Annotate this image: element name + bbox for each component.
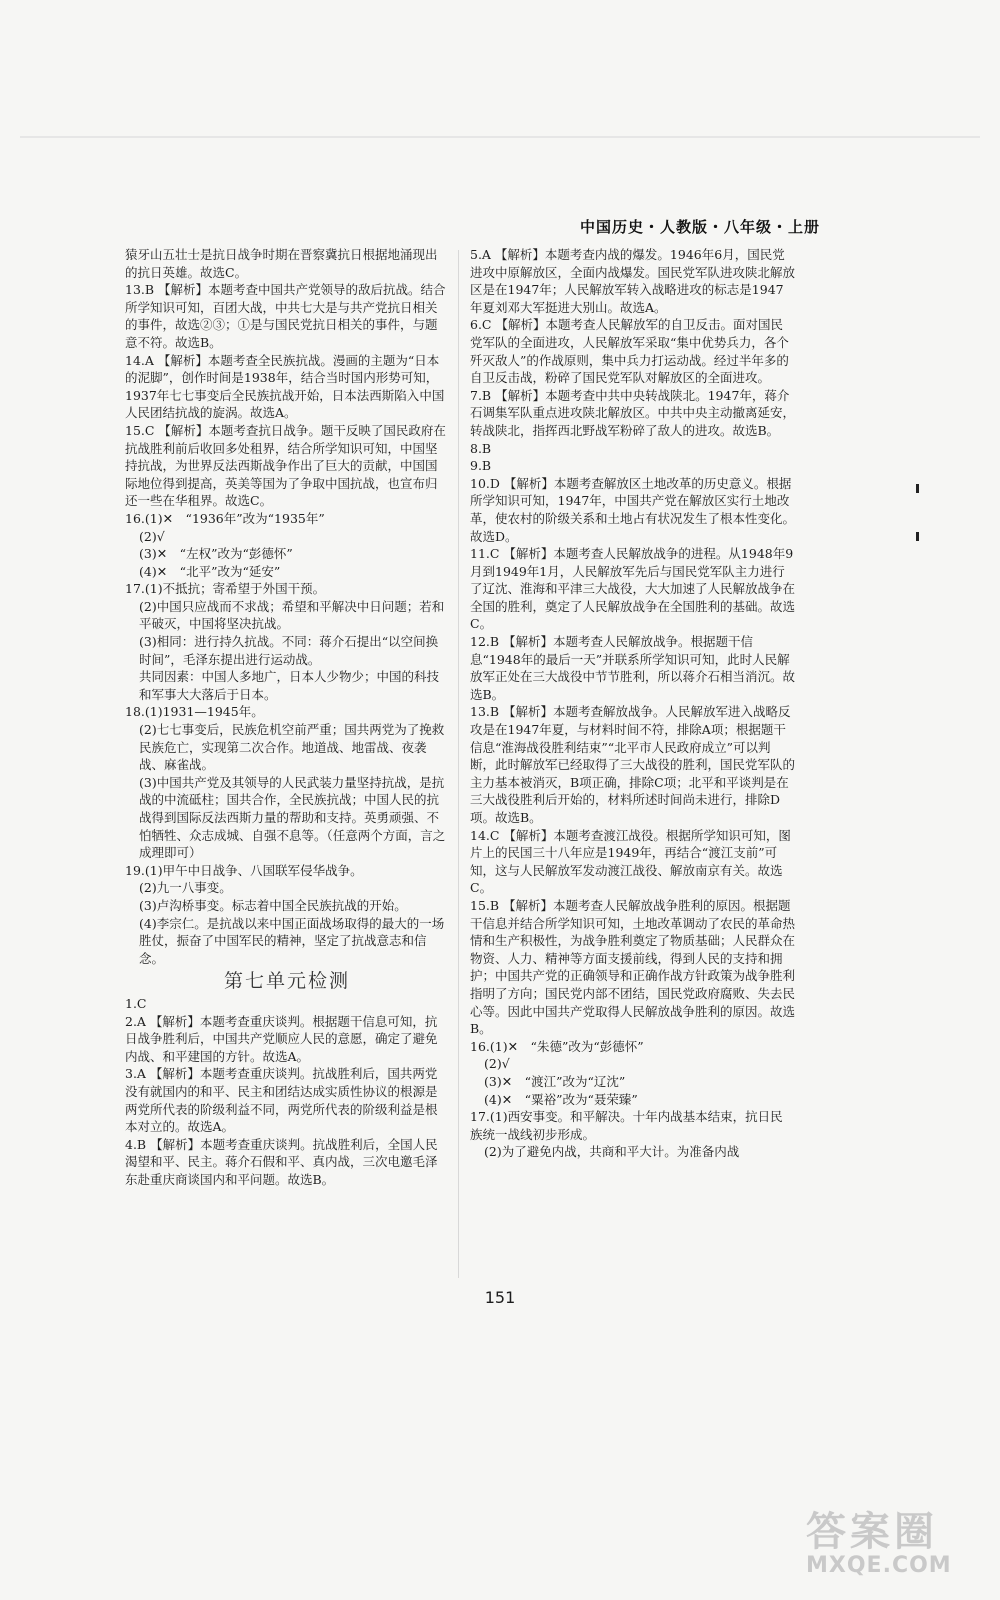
answer-item: 8.B (470, 440, 492, 456)
answer-item: 17.(1)西安事变。和平解决。十年内战基本结束，抗日民族统一战线初步形成。 (470, 1109, 783, 1142)
answer-item: 2.A 【解析】本题考查重庆谈判。根据题干信息可知，抗日战争胜利后，中国共产党顺应人民的意愿，确定了避免内战、和平建国的方针。故选A。 (125, 1013, 438, 1064)
answer-subitem: (4)李宗仁。是抗战以来中国正面战场取得的最大的一场胜仗，振奋了中国军民的精神，坚定了抗战意志和信念。 (139, 915, 445, 966)
scan-mark (916, 532, 919, 541)
answer-item: 15.B 【解析】本题考查人民解放战争胜利的原因。根据题干信息并结合所学知识可知，土地改革调动了农民的革命热情和生产积极性，为战争胜利奠定了物质基础；人民群众在物资、人力、精神等方面支援前线，得到人民的支持和拥护；中国共产党的正确领导和正确作战方针政策为战争胜利指明了方向；国民党内部不团结，国民党政府腐败、失去民心等。因此中国共产党取得人民解放战争胜利的原因。故选B。 (470, 897, 796, 1037)
answer-item: 1.C (125, 995, 147, 1011)
answer-item: 11.C 【解析】本题考查人民解放战争的进程。从1948年9月到1949年1月，人民解放军先后与国民党军队主力进行了辽沈、淮海和平津三大战役，大大加速了人民解放战争在全国的胜利，奠定了人民解放战争在全国胜利的基础。故选C。 (470, 546, 796, 632)
watermark-url: MXQE.COM (806, 1553, 952, 1578)
answer-item: 10.D 【解析】本题考查解放区土地改革的历史意义。根据所学知识可知，1947年，中国共产党在解放区实行土地改革，使农村的阶级关系和土地占有状况发生了根本性变化。故选D。 (470, 475, 796, 544)
scan-artifact-line (20, 136, 980, 138)
watermark-logo (806, 1500, 952, 1578)
answer-subitem: (2)中国只应战而不求战；希望和平解决中日问题；若和平破灭，中国将坚决抗战。 (139, 598, 445, 632)
scan-mark (916, 484, 919, 493)
answer-item: 14.C 【解析】本题考查渡江战役。根据所学知识可知，图片上的民国三十八年应是1949年，再结合“渡江支前”可知，这与人民解放军发动渡江战役、解放南京有关。故选C。 (470, 827, 791, 896)
answer-item: 17.(1)不抵抗；寄希望于外国干预。 (125, 581, 326, 597)
column-divider (458, 250, 459, 1278)
answer-item: 4.B 【解析】本题考查重庆谈判。抗战胜利后，全国人民渴望和平、民主。蒋介石假和平、真内战，三次电邀毛泽东赴重庆商谈国内和平问题。故选B。 (125, 1136, 438, 1187)
answer-subitem: 共同因素：中国人多地广，日本人少物少；中国的科技和军事大大落后于日本。 (139, 669, 440, 702)
answer-subitem: (3)中国共产党及其领导的人民武装力量坚持抗战，是抗战的中流砥柱；国共合作，全民族抗战；中国人民的抗战得到国际反法西斯力量的帮助和支持。英勇顽强、不怕牺牲、众志成城、自强不息等。（任意两个方面，言之成理即可） (139, 774, 446, 861)
answer-subitem: (2)七七事变后，民族危机空前严重；国共两党为了挽救民族危亡，实现第二次合作。地道战、地雷战、夜袭战、麻雀战。 (139, 722, 445, 773)
answer-item: 3.A 【解析】本题考查重庆谈判。抗战胜利后，国共两党没有就国内的和平、民主和团结达成实质性协议的根源是两党所代表的阶级利益不同，两党所代表的阶级利益是根本对立的。故选A。 (125, 1066, 438, 1135)
answer-subitem: (2)√ (484, 1056, 510, 1072)
section-title: 第七单元检测 (223, 970, 350, 993)
answer-item: 16.(1)✕ “朱德”改为“彭德怀” (470, 1038, 644, 1054)
answer-item: 18.(1)1931—1945年。 (125, 704, 264, 720)
answer-item: 19.(1)甲午中日战争、八国联军侵华战争。 (125, 862, 363, 878)
answer-item: 6.C 【解析】本题考查人民解放军的自卫反击。面对国民党军队的全面进攻，人民解放军采取“集中优势兵力，各个歼灭敌人”的作战原则，集中兵力打运动战。经过半年多的自卫反击战，粉碎了国民党军队对解放区的全面进攻。 (470, 317, 789, 386)
answer-subitem: (4)✕ “粟裕”改为“聂荣臻” (484, 1091, 638, 1107)
answer-subitem: (2)√ (139, 528, 165, 544)
answer-subitem: (3)卢沟桥事变。标志着中国全民族抗战的开始。 (139, 897, 407, 913)
answer-item: 7.B 【解析】本题考查中共中央转战陕北。1947年，蒋介石调集军队重点进攻陕北解放区。中共中央主动撤离延安，转战陕北，指挥西北野战军粉碎了敌人的进攻。故选B。 (470, 387, 796, 438)
watermark-text: 答案圈 (806, 1509, 938, 1555)
answer-item: 15.C 【解析】本题考查抗日战争。题干反映了国民政府在抗战胜利前后收回多处租界，结合所学知识可知，中国坚持抗战，为世界反法西斯战争作出了巨大的贡献，中国国际地位得到提高，英美等国为了争取中国抗战，也宣布归还一些在华租界。故选C。 (125, 422, 446, 509)
answer-item: 猿牙山五壮士是抗日战争时期在晋察冀抗日根据地涌现出的抗日英雄。故选C。 (125, 247, 438, 280)
answer-subitem: (2)为了避免内战，共商和平大计。为准备内战 (484, 1144, 740, 1160)
page-number: 151 (484, 1288, 516, 1307)
answer-item: 13.B 【解析】本题考查中国共产党领导的敌后抗战。结合所学知识可知，百团大战，中共七大是与共产党抗日相关的事件，故选②③；①是与国民党抗日相关的事件，与题意不符。故选B。 (125, 282, 446, 350)
answer-item: 16.(1)✕ “1936年”改为“1935年” (125, 510, 325, 526)
answer-item: 13.B 【解析】本题考查解放战争。人民解放军进入战略反攻是在1947年夏，与材料时间不符，排除A项；根据题干信息“淮海战役胜利结束”“北平市人民政府成立”可以判断，此时解放军已经取得了三大战役的胜利，国民党军队的主力基本被消灭，B项正确，排除C项；北平和平谈判是在三大战役胜利后开始的，材料所述时间尚未进行，排除D项。故选B。 (470, 704, 796, 825)
answer-subitem: (2)九一八事变。 (139, 880, 232, 896)
answer-subitem: (3)相同：进行持久抗战。不同：蒋介石提出“以空间换时间”，毛泽东提出进行运动战。 (139, 634, 439, 667)
answer-item: 5.A 【解析】本题考查内战的爆发。1946年6月，国民党进攻中原解放区，全面内战爆发。国民党军队进攻陕北解放区是在1947年；人民解放军转入战略进攻的标志是1947年夏刘邓大军挺进大别山。故选A。 (470, 247, 796, 315)
answer-item: 14.A 【解析】本题考查全民族抗战。漫画的主题为“日本的泥脚”，创作时间是1938年，结合当时国内形势可知，1937年七七事变后全民族抗战开始，日本法西斯陷入中国人民团结抗战的旋涡。故选A。 (125, 352, 445, 421)
answer-subitem: (3)✕ “渡江”改为“辽沈” (484, 1073, 626, 1089)
answer-subitem: (4)✕ “北平”改为“延安” (139, 563, 281, 579)
answer-subitem: (3)✕ “左权”改为“彭德怀” (139, 546, 293, 562)
page-header: 中国历史・人教版・八年级・上册 (579, 218, 820, 236)
right-column (470, 246, 795, 1161)
left-column (125, 246, 449, 1188)
answer-item: 12.B 【解析】本题考查人民解放战争。根据题干信息“1948年的最后一天”并联系所学知识可知，此时人民解放军正处在三大战役中节节胜利，所以蒋介石相当消沉。故选B。 (470, 634, 796, 702)
answer-item: 9.B (470, 458, 492, 474)
